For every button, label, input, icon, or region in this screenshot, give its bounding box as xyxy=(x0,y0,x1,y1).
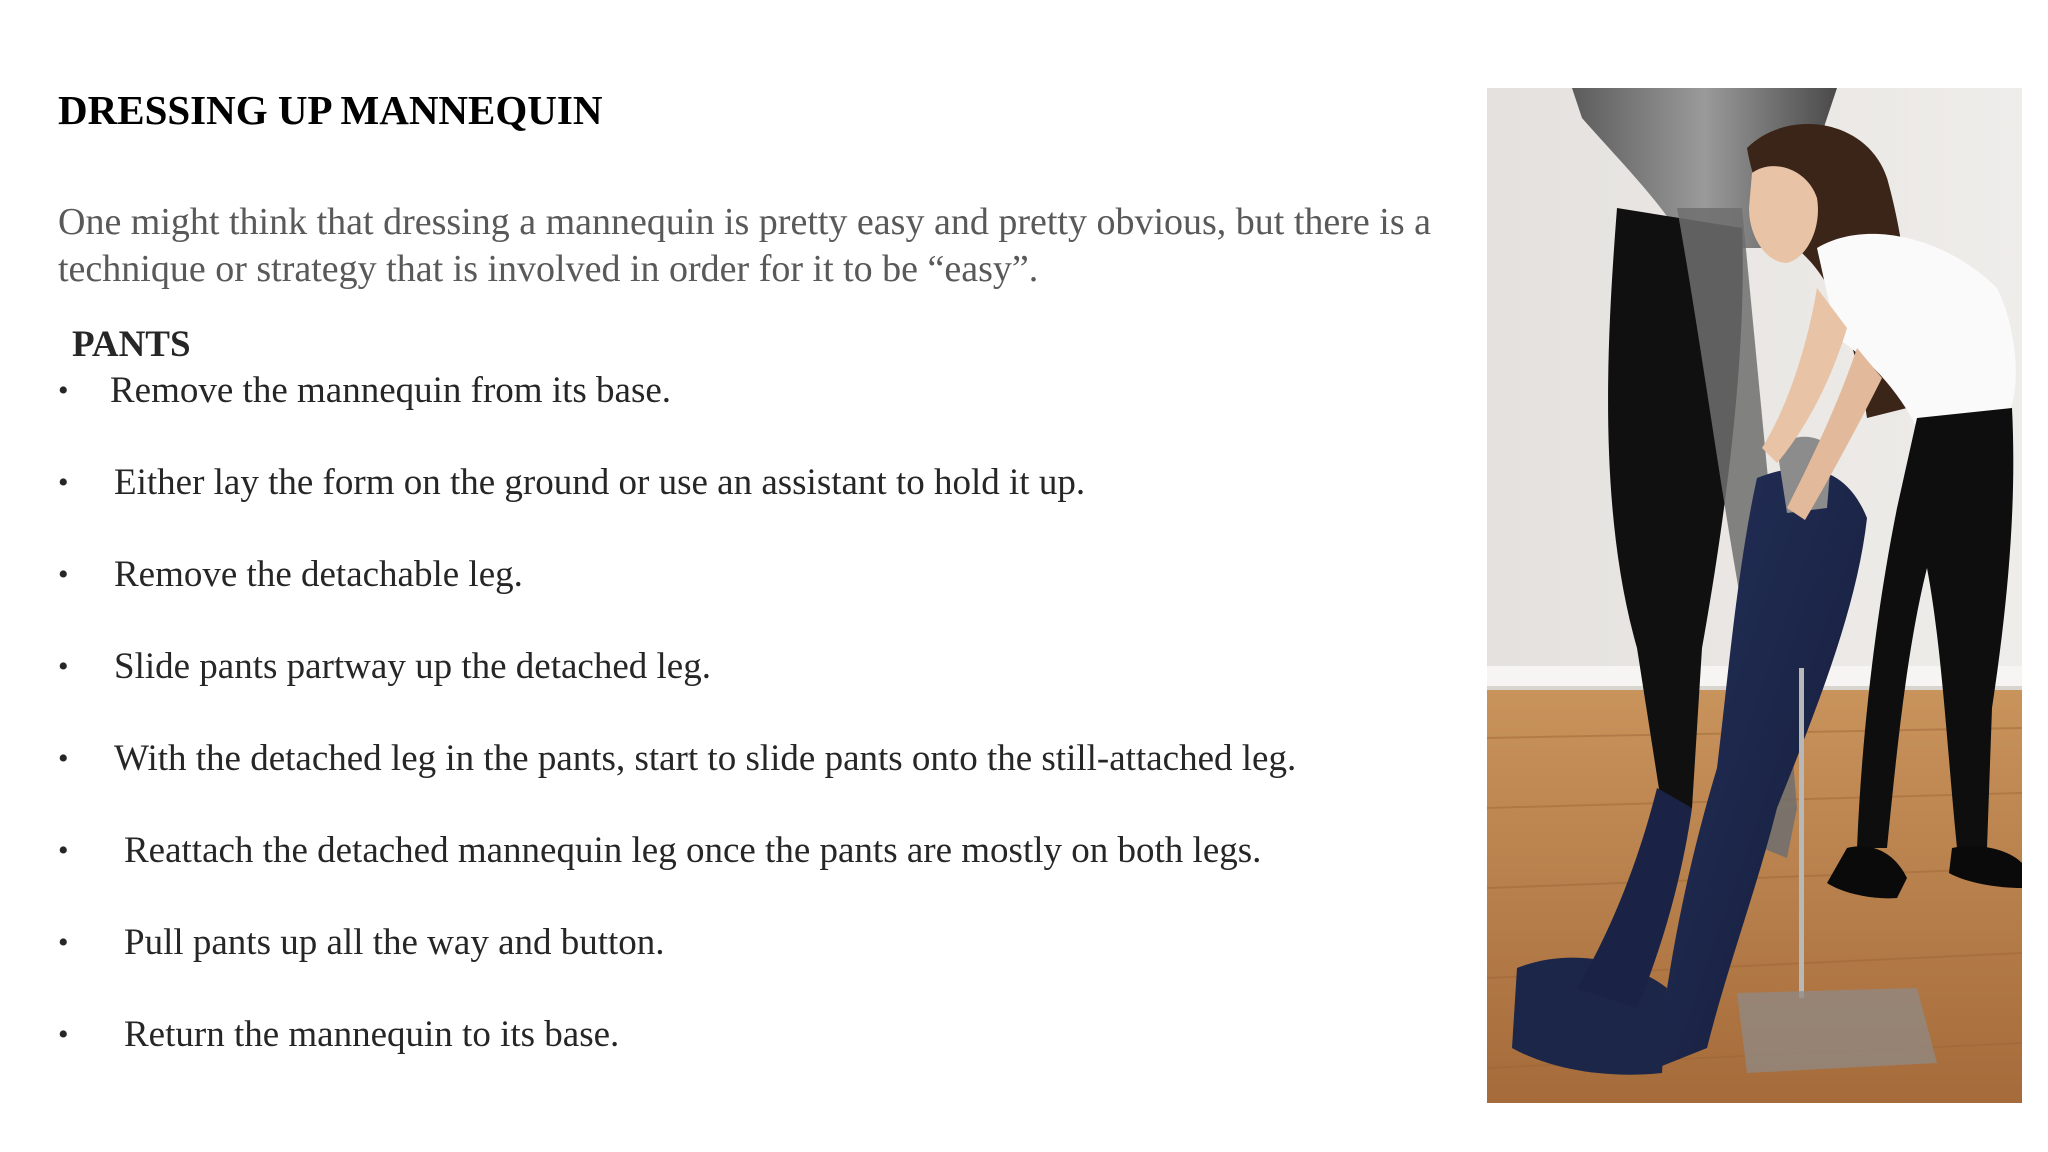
step-text: Either lay the form on the ground or use an assistant to hold it up. xyxy=(114,462,1086,503)
step-text: Remove the detachable leg. xyxy=(114,554,523,595)
photo-woman-dressing-mannequin xyxy=(1487,88,2022,1103)
step-text: Reattach the detached mannequin leg once the pants are mostly on both legs. xyxy=(124,830,1262,871)
step-text: Slide pants partway up the detached leg. xyxy=(114,646,711,687)
step-text: Remove the mannequin from its base. xyxy=(110,370,672,411)
photo-illustration xyxy=(1487,88,2022,1103)
step-text: Pull pants up all the way and button. xyxy=(124,922,665,963)
bullet-icon: • xyxy=(58,742,69,775)
bullet-icon: • xyxy=(58,466,69,499)
bullet-icon: • xyxy=(58,926,69,959)
step-text: With the detached leg in the pants, start to slide pants onto the still-attached leg. xyxy=(114,738,1297,779)
bullet-icon: • xyxy=(58,558,69,591)
step-text: Return the mannequin to its base. xyxy=(124,1014,620,1055)
intro-paragraph: One might think that dressing a mannequin is pretty easy and pretty obvious, but there is a technique or strategy that is involved in order for it to be “easy”. xyxy=(58,201,1432,290)
bullet-icon: • xyxy=(58,1018,69,1051)
slide-title: DRESSING UP MANNEQUIN xyxy=(58,87,603,133)
bullet-icon: • xyxy=(58,374,69,407)
bullet-icon: • xyxy=(58,650,69,683)
section-heading-pants: PANTS xyxy=(72,324,191,365)
bullet-icon: • xyxy=(58,834,69,867)
